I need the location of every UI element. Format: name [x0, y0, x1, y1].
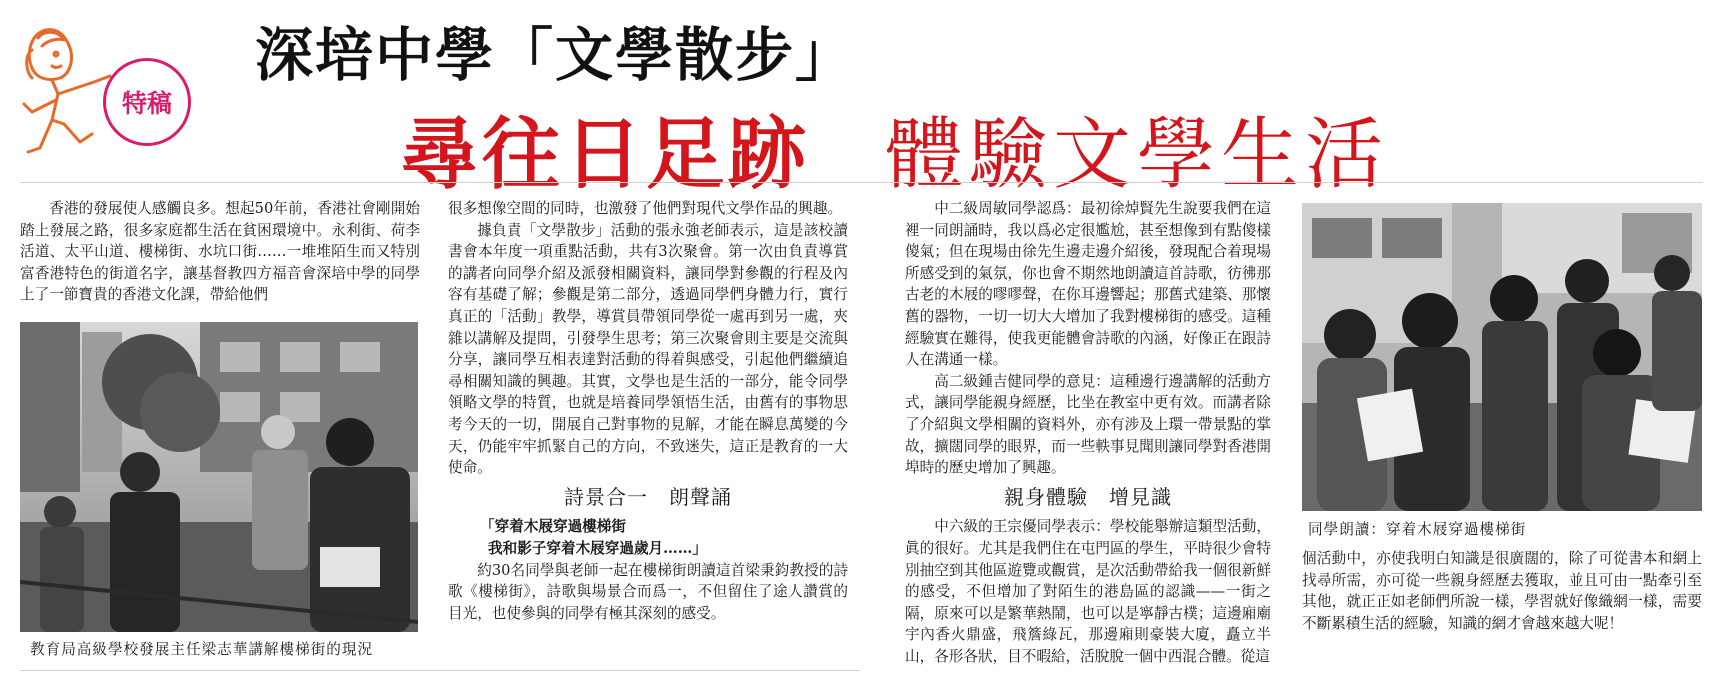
headline-red-bold: 尋往日足跡 [400, 110, 811, 200]
article-column-2 [448, 198, 848, 624]
badge-label: 特稿 [121, 89, 172, 118]
paragraph: 中二級周敏同學認爲：最初徐焯賢先生說要我們在這裡一同朗誦時，我以爲必定很尷尬，甚至想像到有點傻樣傻氣；但在現場由徐先生邊走邊介紹後，發現配合着現場所感受到的氣氛，你也會不期然地朗讀這首詩歌，彷彿那古老的木屐的嘐嘐聲，在你耳邊響起；那舊式建築、那懷舊的器物，一切一切大大增加了我對樓梯街的感受。這種經驗實在難得，使我更能體會詩歌的內涵，好像正在跟詩人在溝通一樣。 [905, 200, 1271, 369]
paragraph: 香港的發展使人感觸良多。想起50年前，香港社會剛開始踏上發展之路，很多家庭都生活在貧困環境中。永利街、荷李活道、太平山道、樓梯街、水坑口街……一堆堆陌生而又特別富香港特色的街道名字，讓基督教四方福音會深培中學的同學上了一節寶貴的香港文化課，帶給他們 [20, 200, 420, 304]
poem-line: 「穿着木屐穿過樓梯街 [480, 518, 626, 536]
paragraph: 據負責「文學散步」活動的張永強老師表示，這是該校讀書會本年度一項重點活動，共有3次聚會。第一次由負責導賞的講者向同學介紹及派發相關資料，讓同學對參觀的行程及內容有基礎了解；參觀是第二部分，透過同學們身體力行，實行真正的「活動」教學，導賞員帶領同學從一處再到另一處，夾雜以講解及提問，引發學生思考；第三次聚會則主要是交流與分享，讓同學互相表達對活動的得着與感受，引起他們繼續追尋相關知識的興趣。其實，文學也是生活的一部分，能令同學領略文學的特質，也就是培養同學領悟生活，由舊有的事物思考今天的一切，開展自己對事物的見解，才能在瞬息萬變的今天，仍能牢牢抓緊自己的方向，不致迷失，這正是教育的一大使命。 [448, 221, 848, 477]
photo-caption-2: 同學朗讀：穿着木屐穿過樓梯街 [1308, 521, 1527, 538]
paragraph: 中六級的王宗優同學表示：學校能舉辦這類型活動，眞的很好。尤其是我們住在屯門區的學生，平時很少會特別抽空到其他區遊覽或觀賞，是次活動帶給我一個很新鮮的感受，不但增加了對陌生的港島區的認識——一街之隔，原來可以是繁華熱鬧，也可以是寧靜古樸；這邊廂廟宇內香火鼎盛，飛簷綠瓦，那邊廂則豪裝大廈，矗立半山，各形各狀，目不暇給，活脫脫一個中西混合體。從這 [905, 518, 1271, 665]
photo-caption-1: 教育局高級學校發展主任梁志華講解樓梯街的現況 [30, 641, 374, 658]
students-reading-photo [1302, 203, 1702, 511]
subheading-poem: 詩景合一 朗聲誦 [564, 484, 732, 509]
header-divider [20, 182, 1703, 183]
article-column-4 [1302, 548, 1702, 634]
paragraph: 約30名同學與老師一起在樓梯街朗讀這首梁秉鈞教授的詩歌《樓梯街》，詩歌與場景合而爲一，不但留住了途人讚賞的目光，也使參與的同學有極其深刻的感受。 [448, 561, 848, 622]
article-column-3 [905, 198, 1271, 667]
headline-line-1: 深培中學「文學散步」 [255, 21, 856, 89]
photo-image [1302, 203, 1702, 511]
headline-red-light: 體驗文學生活 [885, 110, 1390, 200]
paragraph: 高二級鍾吉健同學的意見：這種邊行邊講解的活動方式，讓同學能親身經歷，比坐在教室中更有效。而講者除了介紹與文學相關的資料外，亦有涉及上環一帶景點的掌故，擴闊同學的眼界，而一些軼事見聞則讓同學對香港開埠時的歷史增加了興趣。 [905, 372, 1271, 477]
poem-line: 我和影子穿着木屐穿過歲月……」 [488, 539, 707, 557]
street-tour-photo [20, 322, 418, 632]
photo-image [20, 322, 418, 632]
special-feature-badge [103, 58, 191, 146]
paragraph: 很多想像空間的同時，也激發了他們對現代文學作品的興趣。 [448, 200, 843, 217]
paragraph: 個活動中，亦使我明白知識是很廣闊的，除了可從書本和網上找尋所需，亦可從一些親身經歷去獲取，並且可由一點牽引至其他，就正正如老師們所說一樣，學習就好像織網一樣，需要不斷累積生活的經驗，知識的網才會越來越大呢！ [1302, 550, 1702, 632]
footer-divider [20, 670, 860, 671]
subheading-experience: 親身體驗 增見識 [1004, 484, 1172, 509]
article-column-1 [20, 198, 420, 306]
